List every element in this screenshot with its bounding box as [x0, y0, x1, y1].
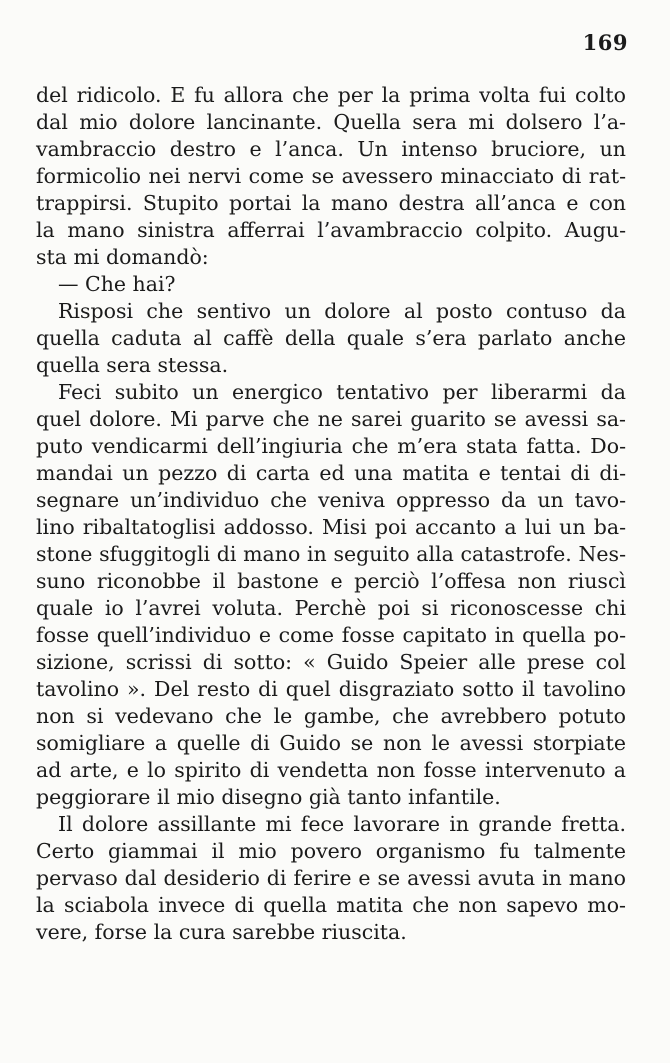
text-line: somigliare a quelle di Guido se non le avessi storpiate [36, 731, 626, 755]
paragraph-start-line: Il dolore assillante mi fece lavorare in grande fretta. [58, 812, 626, 836]
text-line: la mano sinistra afferrai l’avambraccio colpito. Augu- [36, 218, 626, 242]
paragraph-start-line: Risposi che sentivo un dolore al posto contuso da [58, 299, 626, 323]
text-line: quel dolore. Mi parve che ne sarei guarito se avessi sa- [36, 407, 626, 431]
dialogue-line: — Che hai? [58, 272, 176, 296]
paragraph-start-line: Feci subito un energico tentativo per liberarmi da [58, 380, 626, 404]
text-line: sta mi domandò: [36, 245, 209, 269]
text-line: ad arte, e lo spirito di vendetta non fosse intervenuto a [36, 758, 626, 782]
text-line: del ridicolo. E fu allora che per la prima volta fui colto [36, 83, 626, 107]
text-line: peggiorare il mio disegno già tanto infantile. [36, 785, 501, 809]
text-line: quella caduta al caffè della quale s’era parlato anche [36, 326, 626, 350]
text-line: segnare un’individuo che veniva oppresso da un tavo- [36, 488, 626, 512]
text-line: dal mio dolore lancinante. Quella sera mi dolsero l’a- [36, 110, 626, 134]
text-line: formicolio nei nervi come se avessero minacciato di rat- [36, 164, 626, 188]
text-line: vere, forse la cura sarebbe riuscita. [36, 920, 407, 944]
page-number: 169 [582, 30, 628, 55]
text-line: la sciabola invece di quella matita che non sapevo mo- [36, 893, 626, 917]
body-text [36, 82, 626, 946]
text-line: puto vendicarmi dell’ingiuria che m’era stata fatta. Do- [36, 434, 626, 458]
text-line: sizione, scrissi di sotto: « Guido Speier alle prese col [36, 650, 626, 674]
text-line: lino ribaltatoglisi addosso. Misi poi accanto a lui un ba- [36, 515, 626, 539]
text-line: pervaso dal desiderio di ferire e se avessi avuta in mano [36, 866, 626, 890]
text-line: quella sera stessa. [36, 353, 229, 377]
text-line: fosse quell’individuo e come fosse capitato in quella po- [36, 623, 626, 647]
text-line: Certo giammai il mio povero organismo fu talmente [36, 839, 626, 863]
text-line: tavolino ». Del resto di quel disgraziato sotto il tavolino [36, 677, 626, 701]
text-line: non si vedevano che le gambe, che avrebbero potuto [36, 704, 626, 728]
text-line: vambraccio destro e l’anca. Un intenso bruciore, un [36, 137, 626, 161]
text-line: suno riconobbe il bastone e perciò l’offesa non riuscì [36, 569, 626, 593]
text-line: quale io l’avrei voluta. Perchè poi si riconoscesse chi [36, 596, 626, 620]
text-line: trappirsi. Stupito portai la mano destra all’anca e con [36, 191, 626, 215]
text-line: mandai un pezzo di carta ed una matita e tentai di di- [36, 461, 626, 485]
text-line: stone sfuggitogli di mano in seguito alla catastrofe. Nes- [36, 542, 626, 566]
